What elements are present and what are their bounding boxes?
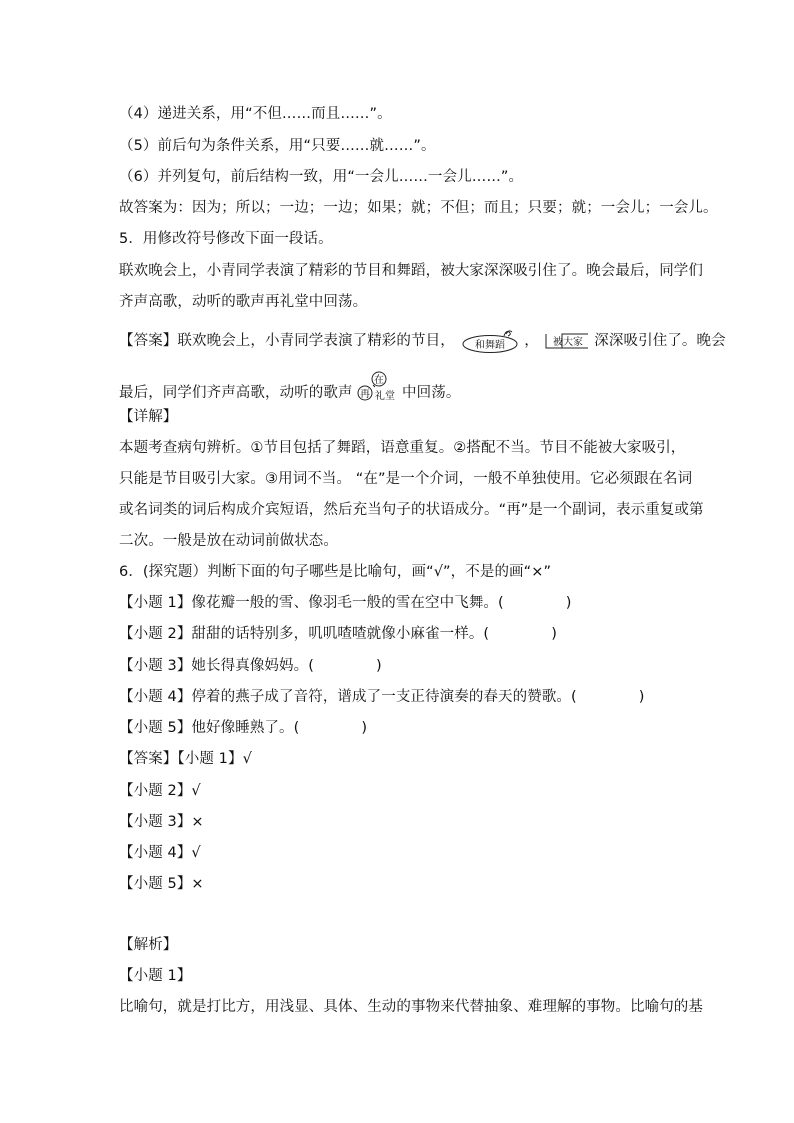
paren: ) xyxy=(638,689,645,705)
sub-question-text: 【小题 3】她长得真像妈妈。( xyxy=(119,658,314,674)
text-line: 联欢晚会上，小青同学表演了精彩的节目和舞蹈，被大家深深吸引住了。晚会最后，同学们 xyxy=(119,263,703,279)
sub-question xyxy=(119,687,645,707)
delete-mark-icon xyxy=(460,328,520,354)
text-line: 或名词类的词后构成介宾短语，然后充当句子的状语成分。“再”是一个副词，表示重复或第 xyxy=(119,502,704,518)
circle-left-text: 再 xyxy=(360,389,371,400)
sub-question xyxy=(119,593,572,613)
paren: ) xyxy=(376,658,382,674)
answer-line: 故答案为：因为；所以；一边；一边；如果；就；不但；而且；只要；就；一会儿；一会儿。 xyxy=(119,200,718,216)
answer-line: 【小题 5】× xyxy=(119,876,204,892)
text-line: 二次。一般是放在动词前做状态。 xyxy=(119,533,338,549)
section-heading: 【解析】 xyxy=(119,937,178,953)
circle-top-text: 在 xyxy=(374,375,385,386)
answer-line-with-marks xyxy=(119,371,460,403)
answer-text: 【答案】联欢晚会上，小青同学表演了精彩的节目， xyxy=(119,333,455,349)
sub-question xyxy=(119,718,367,738)
text-line: （6）并列复句，前后结构一致，用“一会儿……一会儿……”。 xyxy=(119,169,524,185)
delete-mark xyxy=(460,328,520,354)
answer-line: 【小题 2】√ xyxy=(119,783,201,799)
sub-heading: 【小题 1】 xyxy=(119,968,192,984)
sub-question-text: 【小题 1】像花瓣一般的雪、像羽毛一般的雪在空中飞舞。( xyxy=(119,595,504,611)
answer-line: 【小题 3】× xyxy=(119,814,204,830)
question-5-title: 5．用修改符号修改下面一段话。 xyxy=(119,231,333,247)
answer-text: 最后，同学们齐声高歌，动听的歌声 xyxy=(119,385,353,401)
text-line: 只能是节目吸引大家。③用词不当。 “在”是一个介词，一般不单独使用。它必须跟在名词 xyxy=(119,471,693,487)
answer-line: 【答案】【小题 1】√ xyxy=(119,751,252,767)
paren: ) xyxy=(565,595,572,611)
paren: ) xyxy=(551,626,557,642)
swap-mark xyxy=(544,331,590,351)
text-line: 比喻句，就是打比方，用浅显、具体、生动的事物来代替抽象、难理解的事物。比喻句的基 xyxy=(119,999,703,1015)
text-line: 齐声高歌，动听的歌声再礼堂中回荡。 xyxy=(119,294,368,310)
paren: ) xyxy=(361,720,368,736)
answer-text: 中回荡。 xyxy=(402,385,461,401)
sub-question-text: 【小题 5】他好像睡熟了。( xyxy=(119,720,300,736)
under-text: 礼堂 xyxy=(375,391,396,402)
sub-question-text: 【小题 2】甜甜的话特别多，叽叽喳喳就像小麻雀一样。( xyxy=(119,626,490,642)
text-line: （4）递进关系，用“不但……而且……”。 xyxy=(119,106,392,122)
text-line: （5）前后句为条件关系，用“只要……就……”。 xyxy=(119,138,436,154)
box-text: 被大家 xyxy=(552,337,583,348)
replace-mark xyxy=(357,371,397,403)
text-line: 本题考查病句辨析。①节目包括了舞蹈，语意重复。②搭配不当。节目不能被大家吸引， xyxy=(119,440,686,456)
question-6-title: 6．(探究题）判断下面的句子哪些是比喻句，画“√”，不是的画“×” xyxy=(119,564,552,580)
section-heading: 【详解】 xyxy=(119,409,178,425)
sub-question xyxy=(119,656,382,676)
sub-question xyxy=(119,624,557,644)
replace-mark-icon xyxy=(357,371,397,403)
comma: ， xyxy=(524,333,539,349)
answer-text: 深深吸引住了。晚会 xyxy=(594,333,726,349)
oval-text: 和舞蹈 xyxy=(474,340,505,351)
answer-line-with-marks xyxy=(119,328,726,354)
swap-mark-icon xyxy=(544,331,590,351)
answer-line: 【小题 4】√ xyxy=(119,845,201,861)
sub-question-text: 【小题 4】停着的燕子成了音符，谱成了一支正待演奏的春天的赞歌。( xyxy=(119,689,577,705)
